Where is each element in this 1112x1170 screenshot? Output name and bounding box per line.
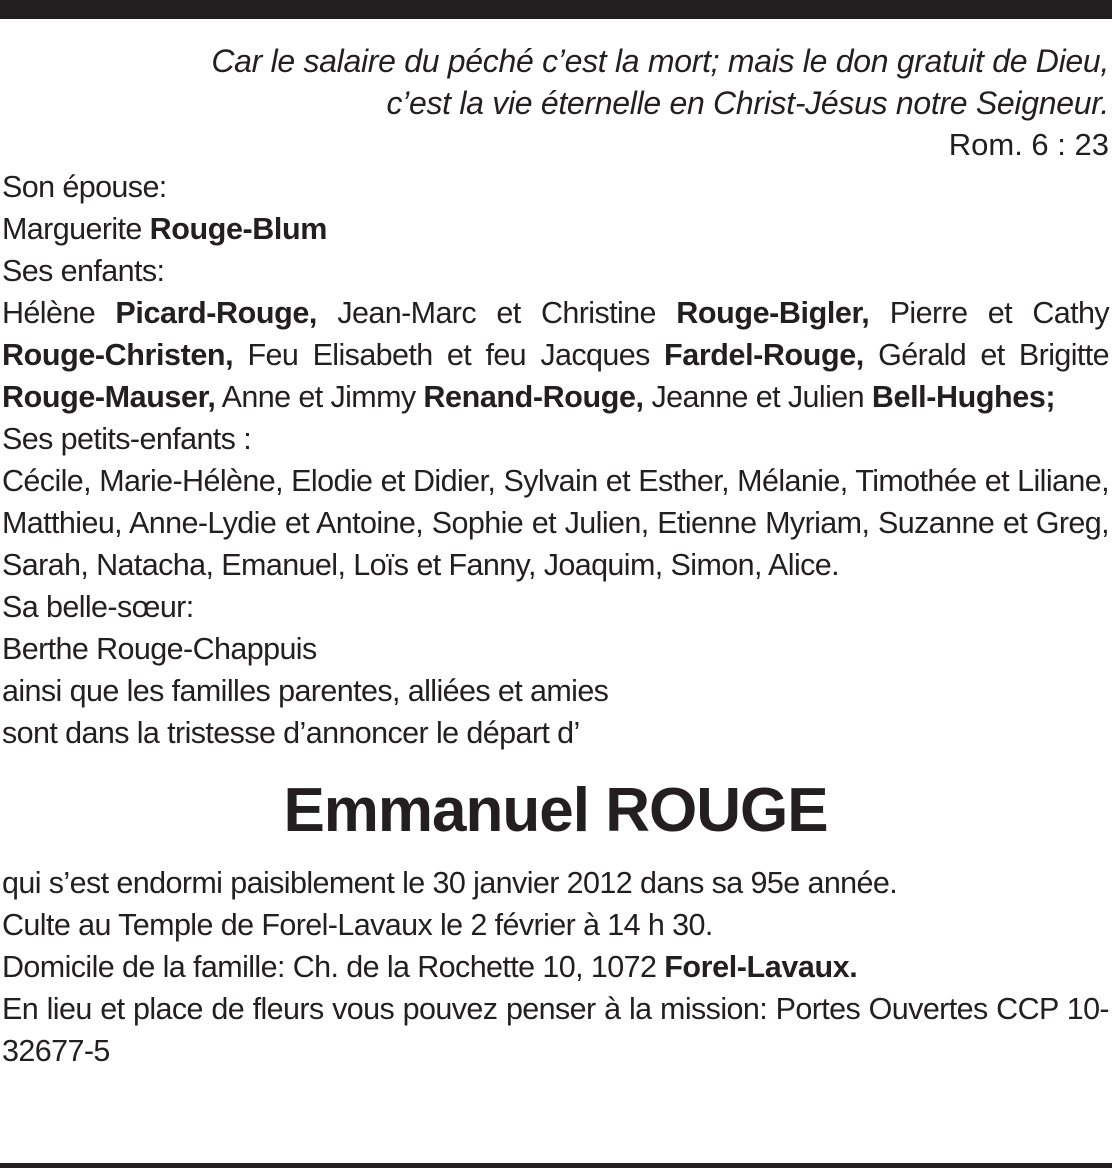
children-list [2,292,1109,418]
sister-in-law-name: Berthe Rouge-Chappuis [2,632,317,666]
bible-verse [2,40,1109,124]
child-surname: Rouge-Christen, [2,338,234,372]
child-surname: Rouge-Mauser, [2,380,216,414]
verse-line-1: Car le salaire du péché c’est la mort; mais le don gratuit de Dieu, [211,43,1109,79]
domicile-address: Domicile de la famille: Ch. de la Rochette 10, 1072 [2,950,657,984]
verse-reference: Rom. 6 : 23 [948,127,1109,162]
verse-line-2: c’est la vie éternelle en Christ-Jésus notre Seigneur. [386,85,1109,121]
child-given: Jean-Marc et Christine [337,296,656,330]
domicile-line [2,946,1109,988]
spouse-name [2,208,1109,250]
child-given: Anne et Jimmy [221,380,416,414]
announcement-line: sont dans la tristesse d’annoncer le départ d’ [2,716,580,750]
obituary-notice [2,40,1109,1072]
child-surname: Bell-Hughes; [871,380,1056,414]
child-surname: Renand-Rouge, [423,380,644,414]
children-heading: Ses enfants: [2,254,165,288]
child-surname: Picard-Rouge, [115,296,317,330]
child-surname: Rouge-Bigler, [676,296,870,330]
spouse-first-name: Marguerite [2,212,142,246]
child-given: Gérald et Brigitte [878,338,1110,372]
child-surname: Fardel-Rouge, [664,338,864,372]
child-given: Feu Elisabeth et feu Jacques [247,338,650,372]
child-given: Pierre et Cathy [889,296,1110,330]
deceased-name: Emmanuel ROUGE [283,776,828,845]
domicile-town: Forel-Lavaux. [664,950,858,984]
death-line: qui s’est endormi paisiblement le 30 janvier 2012 dans sa 95e année. [2,866,898,900]
spouse-heading: Son épouse: [2,170,167,204]
sister-in-law-heading: Sa belle-sœur: [2,590,194,624]
grandchildren-heading: Ses petits-enfants : [2,422,252,456]
grandchildren-list: Cécile, Marie-Hélène, Elodie et Didier, Sylvain et Esther, Mélanie, Timothée et Liliane, Matthieu, Anne-Lydie et Antoine, Sophie et Julien, Etienne Myriam, Suzanne et Greg, Sarah, Natacha, Emanuel, Loïs et Fanny, Joaquim, Simon, Alice. [2,464,1109,582]
service-line: Culte au Temple de Forel-Lavaux le 2 février à 14 h 30. [2,908,713,942]
child-given: Hélène [2,296,96,330]
donation-text: En lieu et place de fleurs vous pouvez penser à la mission: Portes Ouvertes CCP 10-32677-5 [2,992,1109,1068]
bottom-rule [0,1163,1112,1168]
child-given: Jeanne et Julien [651,380,864,414]
top-rule [0,0,1112,19]
families-line: ainsi que les familles parentes, alliées et amies [2,674,609,708]
spouse-surname: Rouge-Blum [149,212,327,246]
